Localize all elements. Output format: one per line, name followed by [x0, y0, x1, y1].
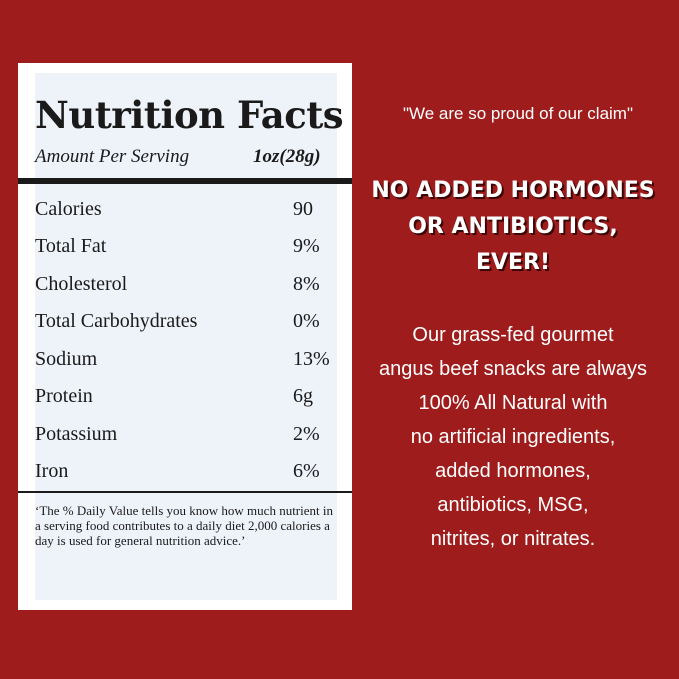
description-line: nitrites, or nitrates.	[430, 528, 596, 550]
nutrient-row-protein	[35, 385, 335, 408]
nutrient-name: Potassium	[35, 423, 118, 445]
nutrient-row-total-fat	[35, 235, 335, 258]
nutrient-row-sodium	[35, 348, 335, 371]
nutrient-row-iron	[35, 460, 335, 483]
nutrient-value: 9%	[293, 235, 320, 257]
description-line: 100% All Natural with	[418, 392, 608, 414]
description-line: no artificial ingredients,	[410, 426, 616, 448]
nutrient-value: 2%	[293, 423, 320, 445]
nutrient-value: 90	[293, 198, 313, 220]
nutrient-name: Calories	[35, 198, 102, 220]
nutrient-row-potassium	[35, 423, 335, 446]
description-line: antibiotics, MSG,	[437, 494, 589, 516]
headline-line: OR ANTIBIOTICS,	[408, 214, 618, 239]
description-line: angus beef snacks are always	[379, 358, 647, 380]
description	[363, 318, 663, 556]
nutrient-value: 0%	[293, 310, 320, 332]
description-line: added hormones,	[435, 460, 591, 482]
nutrient-value: 8%	[293, 273, 320, 295]
nutrient-row-total-carbohydrates	[35, 310, 335, 333]
nutrient-row-calories	[35, 198, 335, 221]
thin-divider	[18, 491, 352, 493]
headline-line: NO ADDED HORMONES	[371, 178, 655, 203]
headline-line: EVER!	[475, 250, 551, 275]
nutrition-label	[18, 63, 352, 610]
nutrient-name: Iron	[35, 460, 69, 482]
nutrient-value: 13%	[293, 348, 330, 370]
nutrient-value: 6g	[293, 385, 313, 407]
nutrient-row-cholesterol	[35, 273, 335, 296]
nutrition-title: Nutrition Facts	[35, 93, 344, 137]
serving-label: Amount Per Serving	[35, 146, 190, 167]
claim-quote: "We are so proud of our claim"	[402, 104, 634, 123]
nutrient-name: Total Carbohydrates	[35, 310, 198, 332]
nutrient-name: Sodium	[35, 348, 98, 370]
nutrient-value: 6%	[293, 460, 320, 482]
thick-divider	[18, 178, 352, 184]
nutrient-name: Total Fat	[35, 235, 107, 257]
serving-amount: 1oz(28g)	[253, 146, 321, 167]
serving-size	[35, 146, 335, 168]
nutrient-name: Protein	[35, 385, 93, 407]
daily-value-footnote: ‘The % Daily Value tells you know how much nutrient in a serving food contributes to a daily diet 2,000 calories a day is used for general nutrition advice.’	[35, 503, 333, 548]
description-line: Our grass-fed gourmet	[412, 324, 614, 346]
nutrient-name: Cholesterol	[35, 273, 128, 295]
headline	[358, 173, 668, 281]
